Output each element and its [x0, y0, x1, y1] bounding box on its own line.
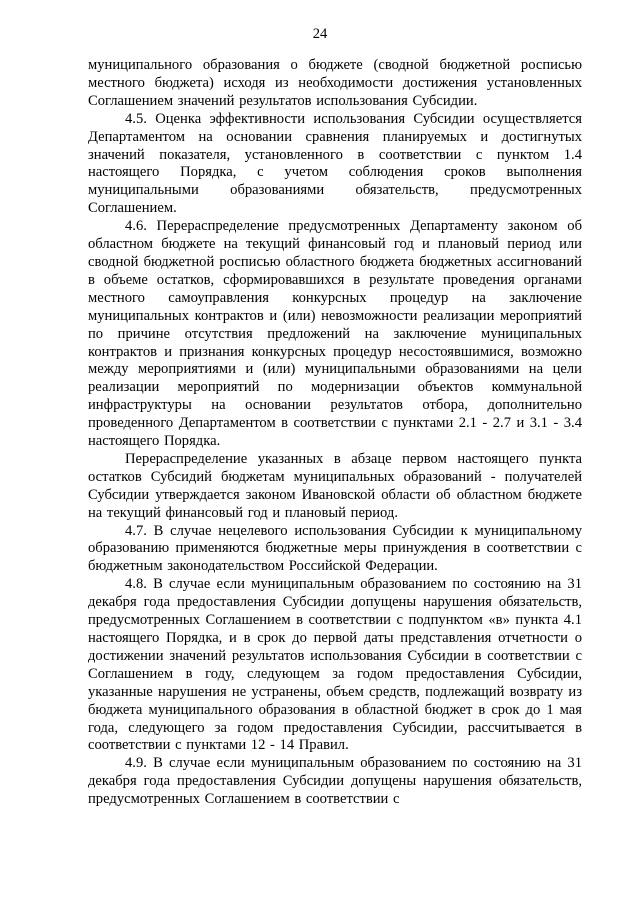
paragraph-4-9: 4.9. В случае если муниципальным образованием по состоянию на 31 декабря года предоставления Субсидии допущены нарушения обязательств, предусмотренных Соглашением в соответствии с — [88, 755, 582, 808]
paragraph-4-5: 4.5. Оценка эффективности использования Субсидии осуществляется Департаментом на основании сравнения планируемых и достигнутых значений показателя, установленного в соответствии с пунктом 1.4 настоящего Порядка, с учетом соблюдения сроков выполнения муниципальными образованиями обязательств, предусмотренных Соглашением. — [88, 110, 582, 217]
document-body — [0, 57, 640, 809]
paragraph-4-7: 4.7. В случае нецелевого использования Субсидии к муниципальному образованию применяются бюджетные меры принуждения в соответствии с бюджетным законодательством Российской Федерации. — [88, 522, 582, 575]
paragraph-4-8: 4.8. В случае если муниципальным образованием по состоянию на 31 декабря года предоставления Субсидии допущены нарушения обязательств, предусмотренных Соглашением в соответствии с подпунктом «в» пункта 4.1 настоящего Порядка, и в срок до первой даты представления отчетности о достижении значений результатов использования Субсидии в соответствии с Соглашением в году, следующем за годом предоставления Субсидии, указанные нарушения не устранены, объем средств, подлежащий возврату из бюджета муниципального образования в областной бюджет в срок до 1 мая года, следующего за годом предоставления Субсидии, рассчитывается в соответствии с пунктами 12 - 14 Правил. — [88, 576, 582, 754]
page-number: 24 — [312, 26, 328, 42]
paragraph-4-6-second-abzac: Перераспределение указанных в абзаце первом настоящего пункта остатков Субсидий бюджетам муниципальных образований - получателей Субсидии утверждается законом Ивановской области об областном бюджете на текущий финансовый год и плановый период. — [88, 450, 582, 521]
paragraph-4-6: 4.6. Перераспределение предусмотренных Департаменту законом об областном бюджете на текущий финансовый год и плановый период или сводной бюджетной росписью областного бюджета бюджетных ассигнований в объеме остатков, сформировавшихся в результате проведения органами местного самоуправления конкурсных процедур на заключение муниципальных контрактов и (или) невозможности реализации мероприятий по причине отсутствия предложений на заключение муниципальных контрактов и признания конкурсных процедур несостоявшимися, возможно между мероприятиями и (или) муниципальными образованиями на цели реализации мероприятий по модернизации объектов коммунальной инфраструктуры на основании результатов отбора, дополнительно проведенного Департаментом в соответствии с пунктами 2.1 - 2.7 и 3.1 - 3.4 настоящего Порядка. — [88, 218, 582, 450]
continuation-paragraph: муниципального образования о бюджете (сводной бюджетной росписью местного бюджета) исходя из необходимости достижения установленных Соглашением значений результатов использования Субсидии. — [88, 57, 582, 109]
